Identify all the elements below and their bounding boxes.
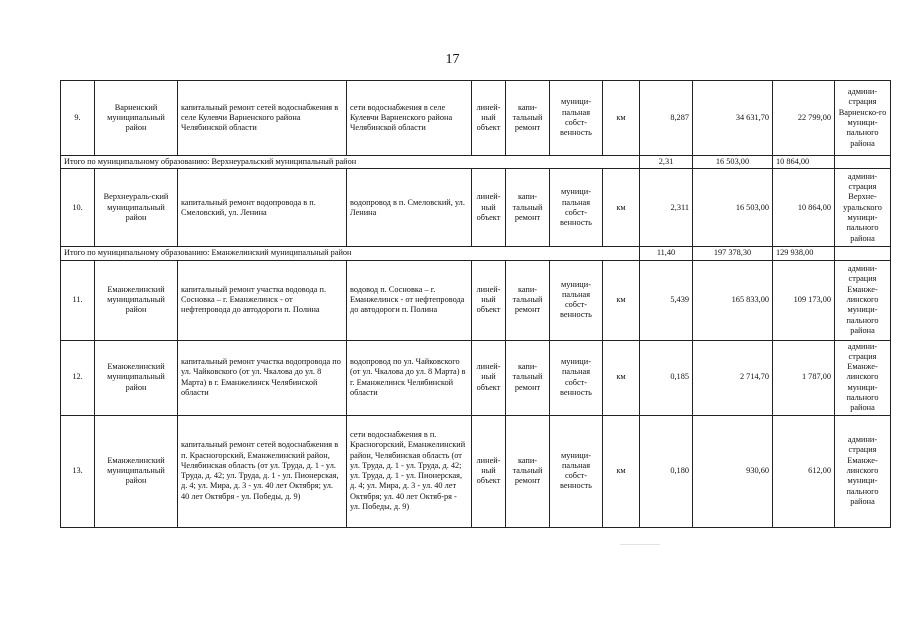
total-cost-cell: 34 631,70 <box>693 81 773 156</box>
budget-cell: 109 173,00 <box>773 260 835 340</box>
scan-mark <box>620 544 660 545</box>
object-cell: сети водоснабжения в п. Красногорский, Еманжелинский район, Челябинская область (от ул. Труда, д. 1 - ул. Труда, д. 42; ул. Труда, д. 1 - ул. Пионерская, д. 4; ул. Мира, д. 3 - ул. 40 лет Октября; ул. 40 лет Октяб-ря - ул. Победы, д. 9) <box>347 415 472 527</box>
object-cell: водопровод по ул. Чайковского (от ул. Чкалова до ул. 8 Марта) в г. Еманжелинск Челябинской области <box>347 340 472 415</box>
work-description-cell: капитальный ремонт участка водопровода по ул. Чайковского (от ул. Чкалова до ул. 8 Марта) в г. Еманжелинск Челябинской области <box>178 340 347 415</box>
customer-cell: админи-страция Верхне-уральского муници-пального района <box>835 169 891 247</box>
ownership-cell: муници-пальная собст-венность <box>550 415 603 527</box>
table-row <box>61 169 891 247</box>
object-type-cell: линей-ный объект <box>472 340 506 415</box>
table-row <box>61 415 891 527</box>
unit-cell: км <box>603 340 640 415</box>
work-description-cell: капитальный ремонт участка водовода п. Сосновка – г. Еманжелинск - от нефтепровода до автодороги п. Полина <box>178 260 347 340</box>
summary-length: 11,40 <box>640 247 693 260</box>
district-cell: Еманжелинский муниципальный район <box>95 260 178 340</box>
row-number: 11. <box>61 260 95 340</box>
ownership-cell: муници-пальная собст-венность <box>550 169 603 247</box>
length-cell: 8,287 <box>640 81 693 156</box>
summary-total: 16 503,00 <box>693 156 773 169</box>
budget-cell: 1 787,00 <box>773 340 835 415</box>
district-cell: Верхнеураль-ский муниципальный район <box>95 169 178 247</box>
customer-cell: админи-страция Еманже-линского муници-пального района <box>835 340 891 415</box>
work-description-cell: капитальный ремонт сетей водоснабжения в п. Красногорский, Еманжелинский район, Челябинская область (от ул. Труда, д. 1 - ул. Труда, д. 42; ул. Труда, д. 1 - ул. Пионерская, д. 4; ул. Мира, д. 3 - ул. 40 лет Октября; ул. 40 лет Октября - ул. Победы, д. 9) <box>178 415 347 527</box>
summary-empty-cell <box>835 156 891 169</box>
district-cell: Еманжелинский муниципальный район <box>95 415 178 527</box>
work-type-cell: капи-тальный ремонт <box>506 169 550 247</box>
work-type-cell: капи-тальный ремонт <box>506 260 550 340</box>
object-type-cell: линей-ный объект <box>472 415 506 527</box>
district-cell: Еманжелинский муниципальный район <box>95 340 178 415</box>
object-cell: водопровод в п. Смеловский, ул. Ленина <box>347 169 472 247</box>
budget-cell: 22 799,00 <box>773 81 835 156</box>
work-type-cell: капи-тальный ремонт <box>506 340 550 415</box>
objects-table <box>60 80 891 528</box>
ownership-cell: муници-пальная собст-венность <box>550 81 603 156</box>
summary-row <box>61 156 891 169</box>
work-type-cell: капи-тальный ремонт <box>506 415 550 527</box>
unit-cell: км <box>603 415 640 527</box>
unit-cell: км <box>603 81 640 156</box>
object-cell: сети водоснабжения в селе Кулевчи Варненского района Челябинской области <box>347 81 472 156</box>
object-type-cell: линей-ный объект <box>472 169 506 247</box>
row-number: 12. <box>61 340 95 415</box>
work-type-cell: капи-тальный ремонт <box>506 81 550 156</box>
work-description-cell: капитальный ремонт водопровода в п. Смеловский, ул. Ленина <box>178 169 347 247</box>
summary-label: Итого по муниципальному образованию: Верхнеуральский муниципальный район <box>61 156 640 169</box>
total-cost-cell: 165 833,00 <box>693 260 773 340</box>
summary-length: 2,31 <box>640 156 693 169</box>
budget-cell: 612,00 <box>773 415 835 527</box>
customer-cell: админи-страция Варненско-го муници-пального района <box>835 81 891 156</box>
ownership-cell: муници-пальная собст-венность <box>550 260 603 340</box>
unit-cell: км <box>603 260 640 340</box>
ownership-cell: муници-пальная собст-венность <box>550 340 603 415</box>
customer-cell: админи-страция Еманже-линского муници-пального района <box>835 415 891 527</box>
row-number: 10. <box>61 169 95 247</box>
length-cell: 2,311 <box>640 169 693 247</box>
total-cost-cell: 930,60 <box>693 415 773 527</box>
summary-empty-cell <box>835 247 891 260</box>
total-cost-cell: 16 503,00 <box>693 169 773 247</box>
summary-label: Итого по муниципальному образованию: Еманжелинский муниципальный район <box>61 247 640 260</box>
summary-row <box>61 247 891 260</box>
summary-total: 197 378,30 <box>693 247 773 260</box>
unit-cell: км <box>603 169 640 247</box>
summary-budget: 10 864,00 <box>773 156 835 169</box>
length-cell: 0,180 <box>640 415 693 527</box>
summary-budget: 129 938,00 <box>773 247 835 260</box>
length-cell: 5,439 <box>640 260 693 340</box>
object-type-cell: линей-ный объект <box>472 81 506 156</box>
row-number: 13. <box>61 415 95 527</box>
total-cost-cell: 2 714,70 <box>693 340 773 415</box>
work-description-cell: капитальный ремонт сетей водоснабжения в селе Кулевчи Варненского района Челябинской области <box>178 81 347 156</box>
object-type-cell: линей-ный объект <box>472 260 506 340</box>
customer-cell: админи-страция Еманже-линского муници-пального района <box>835 260 891 340</box>
row-number: 9. <box>61 81 95 156</box>
table-row <box>61 260 891 340</box>
table-row <box>61 81 891 156</box>
page-number: 17 <box>445 52 460 67</box>
object-cell: водовод п. Сосновка – г. Еманжелинск - от нефтепровода до автодороги п. Полина <box>347 260 472 340</box>
length-cell: 0,185 <box>640 340 693 415</box>
table-row <box>61 340 891 415</box>
budget-cell: 10 864,00 <box>773 169 835 247</box>
district-cell: Варненский муниципальный район <box>95 81 178 156</box>
